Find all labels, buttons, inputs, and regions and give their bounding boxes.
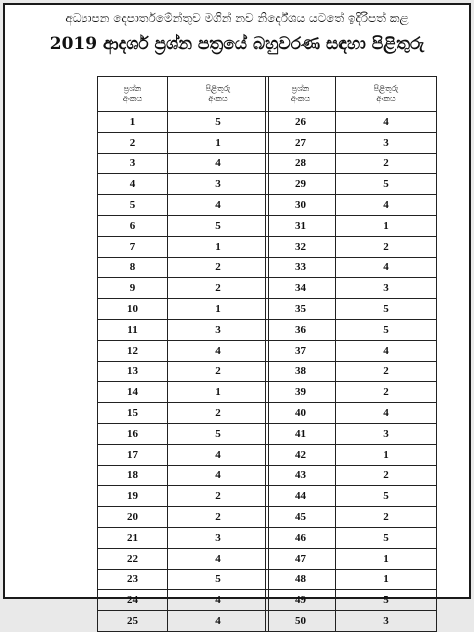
table-row <box>98 465 269 486</box>
answers-table-left <box>97 76 269 632</box>
question-number-cell: 13 <box>98 361 168 382</box>
question-number-cell: 6 <box>98 215 168 236</box>
question-number-cell: 30 <box>266 195 336 216</box>
answers-table-body <box>266 112 437 632</box>
question-number-cell: 44 <box>266 486 336 507</box>
answer-number-cell: 1 <box>336 215 437 236</box>
answer-number-cell: 4 <box>168 590 269 611</box>
answer-number-cell: 4 <box>168 548 269 569</box>
table-row <box>98 236 269 257</box>
table-header-row <box>98 77 269 112</box>
table-row <box>98 112 269 133</box>
table-row <box>266 486 437 507</box>
answer-number-cell: 3 <box>336 423 437 444</box>
answer-number-cell: 2 <box>168 257 269 278</box>
answer-number-cell: 4 <box>336 195 437 216</box>
table-row <box>266 112 437 133</box>
table-row <box>266 527 437 548</box>
table-row <box>98 153 269 174</box>
answer-number-cell: 5 <box>168 112 269 133</box>
question-number-cell: 2 <box>98 132 168 153</box>
answer-number-cell: 5 <box>336 174 437 195</box>
question-number-cell: 38 <box>266 361 336 382</box>
answer-number-cell: 3 <box>336 278 437 299</box>
answer-number-cell: 1 <box>336 569 437 590</box>
table-row <box>98 340 269 361</box>
answer-number-cell: 4 <box>168 340 269 361</box>
answer-number-cell: 3 <box>336 132 437 153</box>
table-row <box>98 195 269 216</box>
table-row <box>98 486 269 507</box>
table-row <box>98 569 269 590</box>
answer-number-cell: 3 <box>168 174 269 195</box>
question-number-cell: 7 <box>98 236 168 257</box>
question-number-cell: 5 <box>98 195 168 216</box>
answer-number-cell: 5 <box>168 423 269 444</box>
table-row <box>98 361 269 382</box>
answer-number-cell: 3 <box>168 527 269 548</box>
answer-number-cell: 1 <box>168 236 269 257</box>
answer-number-cell: 4 <box>336 340 437 361</box>
table-row <box>98 403 269 424</box>
answers-table-body <box>98 112 269 632</box>
question-number-cell: 34 <box>266 278 336 299</box>
table-row <box>98 590 269 611</box>
question-number-cell: 42 <box>266 444 336 465</box>
table-row <box>266 590 437 611</box>
answer-number-cell: 4 <box>336 112 437 133</box>
question-number-cell: 8 <box>98 257 168 278</box>
question-number-cell: 32 <box>266 236 336 257</box>
header-line-2: 2019 ආදර්ශ ප්‍රශ්න පත්‍රයේ බහුවරණ සඳහා පිළිතුරු <box>49 34 425 54</box>
answer-number-cell: 3 <box>168 319 269 340</box>
table-row <box>98 174 269 195</box>
answer-number-cell: 2 <box>336 465 437 486</box>
answer-number-cell: 2 <box>336 507 437 528</box>
answer-number-cell: 4 <box>168 195 269 216</box>
table-row <box>98 507 269 528</box>
answer-sheet-page <box>3 3 471 628</box>
question-number-cell: 50 <box>266 611 336 632</box>
answer-number-cell: 4 <box>168 465 269 486</box>
question-number-cell: 10 <box>98 299 168 320</box>
table-row <box>266 215 437 236</box>
table-row <box>266 361 437 382</box>
question-number-cell: 15 <box>98 403 168 424</box>
question-number-cell: 1 <box>98 112 168 133</box>
table-row <box>98 299 269 320</box>
answer-number-cell: 4 <box>168 611 269 632</box>
table-row <box>266 569 437 590</box>
table-header-row <box>266 77 437 112</box>
question-number-cell: 33 <box>266 257 336 278</box>
question-number-cell: 12 <box>98 340 168 361</box>
answer-number-header: පිළිතුරු අංකය <box>168 77 269 112</box>
answer-number-cell: 2 <box>168 361 269 382</box>
answer-number-cell: 4 <box>336 403 437 424</box>
question-number-cell: 28 <box>266 153 336 174</box>
answer-number-header: පිළිතුරු අංකය <box>336 77 437 112</box>
table-row <box>98 215 269 236</box>
answer-number-cell: 5 <box>336 319 437 340</box>
table-row <box>98 257 269 278</box>
question-number-cell: 19 <box>98 486 168 507</box>
answer-number-cell: 5 <box>336 527 437 548</box>
answer-number-cell: 2 <box>336 361 437 382</box>
table-row <box>98 382 269 403</box>
question-number-cell: 48 <box>266 569 336 590</box>
table-row <box>98 611 269 632</box>
question-number-cell: 3 <box>98 153 168 174</box>
table-row <box>266 548 437 569</box>
question-number-cell: 21 <box>98 527 168 548</box>
answer-number-cell: 4 <box>168 153 269 174</box>
question-number-cell: 46 <box>266 527 336 548</box>
table-row <box>98 527 269 548</box>
table-row <box>266 278 437 299</box>
table-row <box>266 465 437 486</box>
question-number-cell: 37 <box>266 340 336 361</box>
question-number-cell: 18 <box>98 465 168 486</box>
question-number-cell: 41 <box>266 423 336 444</box>
answer-number-cell: 1 <box>336 548 437 569</box>
answer-number-cell: 5 <box>168 215 269 236</box>
answer-number-cell: 3 <box>336 611 437 632</box>
question-number-cell: 45 <box>266 507 336 528</box>
question-number-cell: 24 <box>98 590 168 611</box>
answer-number-cell: 2 <box>168 486 269 507</box>
table-row <box>266 236 437 257</box>
question-number-cell: 43 <box>266 465 336 486</box>
answer-number-cell: 4 <box>168 444 269 465</box>
question-number-cell: 4 <box>98 174 168 195</box>
table-row <box>266 382 437 403</box>
question-number-cell: 47 <box>266 548 336 569</box>
table-row <box>98 132 269 153</box>
question-number-cell: 40 <box>266 403 336 424</box>
table-row <box>98 444 269 465</box>
table-row <box>266 132 437 153</box>
answer-number-cell: 2 <box>168 278 269 299</box>
question-number-cell: 14 <box>98 382 168 403</box>
answer-number-cell: 5 <box>336 590 437 611</box>
question-number-cell: 16 <box>98 423 168 444</box>
question-number-cell: 22 <box>98 548 168 569</box>
table-row <box>266 319 437 340</box>
question-number-cell: 39 <box>266 382 336 403</box>
header-line-1: අධ්‍යාපන දෙපාර්තමේන්තුව මගින් නව නිර්දේශය යටතේ ඉදිරිපත් කළ <box>65 11 409 25</box>
answer-number-cell: 2 <box>336 382 437 403</box>
question-number-header: ප්‍රශ්න අංකය <box>98 77 168 112</box>
answer-number-cell: 2 <box>168 403 269 424</box>
answer-number-cell: 2 <box>336 153 437 174</box>
question-number-cell: 20 <box>98 507 168 528</box>
table-row <box>266 153 437 174</box>
question-number-cell: 35 <box>266 299 336 320</box>
question-number-cell: 25 <box>98 611 168 632</box>
answer-number-cell: 2 <box>336 236 437 257</box>
answer-number-cell: 1 <box>168 299 269 320</box>
question-number-cell: 23 <box>98 569 168 590</box>
table-row <box>98 319 269 340</box>
question-number-cell: 49 <box>266 590 336 611</box>
question-number-cell: 29 <box>266 174 336 195</box>
answer-number-cell: 1 <box>168 382 269 403</box>
table-row <box>266 174 437 195</box>
table-row <box>266 340 437 361</box>
table-row <box>266 403 437 424</box>
table-row <box>98 423 269 444</box>
table-row <box>266 507 437 528</box>
table-row <box>266 444 437 465</box>
table-row <box>98 548 269 569</box>
answer-number-cell: 5 <box>336 299 437 320</box>
answer-number-cell: 5 <box>168 569 269 590</box>
table-row <box>266 423 437 444</box>
question-number-cell: 36 <box>266 319 336 340</box>
table-row <box>98 278 269 299</box>
question-number-cell: 9 <box>98 278 168 299</box>
question-number-cell: 17 <box>98 444 168 465</box>
answer-number-cell: 1 <box>336 444 437 465</box>
answer-number-cell: 4 <box>336 257 437 278</box>
table-row <box>266 299 437 320</box>
table-row <box>266 195 437 216</box>
question-number-cell: 31 <box>266 215 336 236</box>
question-number-cell: 26 <box>266 112 336 133</box>
answer-number-cell: 1 <box>168 132 269 153</box>
question-number-cell: 11 <box>98 319 168 340</box>
answers-table-right <box>265 76 437 632</box>
table-row <box>266 257 437 278</box>
question-number-cell: 27 <box>266 132 336 153</box>
question-number-header: ප්‍රශ්න අංකය <box>266 77 336 112</box>
answer-number-cell: 5 <box>336 486 437 507</box>
table-row <box>266 611 437 632</box>
answer-number-cell: 2 <box>168 507 269 528</box>
